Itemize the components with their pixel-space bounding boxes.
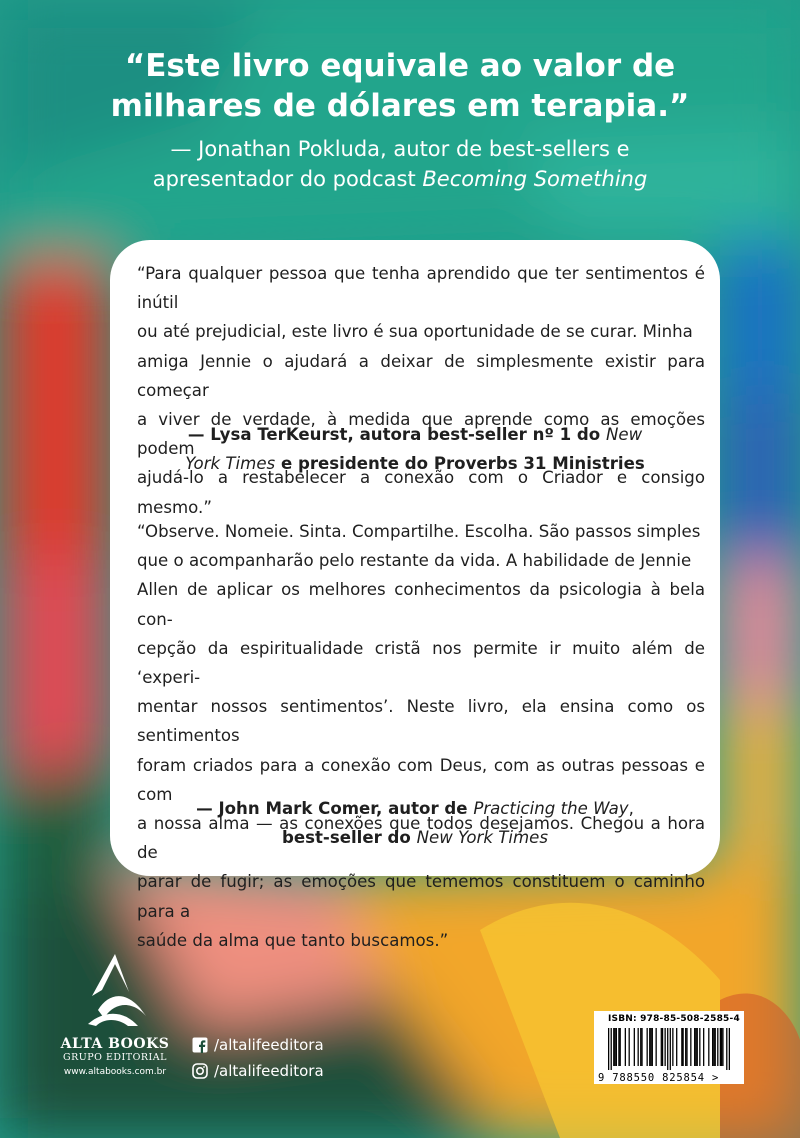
barcode-bar xyxy=(722,1028,723,1066)
barcode-bar xyxy=(667,1028,668,1070)
barcode-bars xyxy=(608,1028,730,1070)
barcode-bar xyxy=(638,1028,639,1066)
barcode-bar xyxy=(690,1028,691,1066)
facebook-icon xyxy=(192,1037,208,1053)
attribution-line: — Jonathan Pokluda, autor de best-sellers e xyxy=(170,137,630,161)
quote-line: a nossa alma — as conexões que todos desejamos. Chegou a hora de xyxy=(137,814,705,863)
featured-quote-text xyxy=(60,46,740,126)
attribution-line xyxy=(60,164,740,194)
attribution-text: best-seller do xyxy=(281,828,417,848)
barcode-bar xyxy=(652,1028,653,1066)
barcode-bar xyxy=(694,1028,695,1066)
publisher-subtitle: GRUPO EDITORIAL xyxy=(63,1052,167,1063)
barcode-bar xyxy=(699,1028,700,1066)
barcode-bar xyxy=(634,1028,635,1066)
barcode-bar xyxy=(672,1028,673,1066)
barcode-bar xyxy=(670,1028,671,1070)
featured-quote xyxy=(60,46,740,194)
barcode-bar xyxy=(729,1028,730,1070)
barcode-bar xyxy=(661,1028,662,1066)
quote-line: ajudá-lo a restabelecer a conexão com o Criador e consigo mesmo.” xyxy=(137,468,705,517)
isbn-barcode xyxy=(594,1011,744,1084)
barcode-bar xyxy=(708,1028,709,1066)
barcode-bar xyxy=(613,1028,614,1066)
barcode-bar xyxy=(697,1028,698,1066)
attribution-line xyxy=(130,823,700,852)
quote-line: que o acompanharão pelo restante da vida. A habilidade de Jennie xyxy=(137,551,692,571)
barcode-bar xyxy=(611,1028,612,1070)
endorsement-attribution-2 xyxy=(130,794,700,852)
attribution-text: e presidente do Proverbs 31 Ministries xyxy=(275,454,645,474)
barcode-bar xyxy=(676,1028,677,1066)
endorsements-card xyxy=(110,240,720,950)
quote-line: a viver de verdade, à medida que aprende como as emoções podem xyxy=(137,410,705,459)
barcode-bar xyxy=(681,1028,682,1066)
featured-quote-attribution xyxy=(60,134,740,194)
attribution-text: apresentador do podcast xyxy=(152,167,423,191)
quote-line: cepção da espiritualidade cristã nos permite ir muito além de ‘experi- xyxy=(137,638,705,688)
barcode-bar xyxy=(685,1028,686,1066)
publication-title: New York Times xyxy=(416,828,548,848)
barcode-bar xyxy=(720,1028,721,1066)
quote-line: parar de fugir; as emoções que tememos constituem o caminho para a xyxy=(137,872,705,921)
publisher-name: ALTA BOOKS xyxy=(60,1036,170,1052)
attribution-line xyxy=(130,449,700,478)
barcode-bar xyxy=(647,1028,648,1066)
quote-line: amiga Jennie o ajudará a deixar de simplesmente existir para começar xyxy=(137,351,705,400)
barcode-bar xyxy=(713,1028,714,1066)
barcode-bar xyxy=(618,1028,619,1066)
barcode-bar xyxy=(703,1028,704,1066)
barcode-bar xyxy=(650,1028,651,1066)
barcode-bar xyxy=(695,1028,696,1066)
barcode-bar xyxy=(726,1028,727,1070)
barcode-bar xyxy=(656,1028,657,1066)
publisher-url: www.altabooks.com.br xyxy=(63,1067,167,1077)
attribution-line xyxy=(130,420,700,449)
attribution-punctuation: , xyxy=(628,799,634,818)
facebook-handle-text: /altalifeeditora xyxy=(214,1036,324,1054)
barcode-bar xyxy=(717,1028,718,1066)
podcast-title: Becoming Something xyxy=(422,167,648,191)
barcode-bar xyxy=(608,1028,609,1070)
attribution-text: — Lysa TerKeurst, autora best-seller nº 1 do xyxy=(187,425,606,444)
barcode-number: 9 788550 825854 > xyxy=(598,1072,720,1084)
barcode-bar xyxy=(649,1028,650,1066)
barcode-bar xyxy=(721,1028,722,1066)
barcode-bar xyxy=(640,1028,641,1066)
quote-line: “Observe. Nomeie. Sinta. Compartilhe. Escolha. São passos simples xyxy=(137,522,701,541)
barcode-bar xyxy=(682,1028,683,1066)
featured-quote-line: milhares de dólares em terapia.” xyxy=(110,88,690,124)
quote-line: “Para qualquer pessoa que tenha aprendido que ter sentimentos é inútil xyxy=(137,264,705,313)
attribution-line xyxy=(130,794,700,823)
book-title: Practicing the Way xyxy=(473,799,629,818)
barcode-bar xyxy=(712,1028,713,1066)
publisher-logo xyxy=(40,950,190,1077)
quote-line: mentar nossos sentimentos’. Neste livro, ela ensina como os sentimentos xyxy=(137,697,705,746)
endorsement-quote-2 xyxy=(137,517,705,955)
quote-line: saúde da alma que tanto buscamos.” xyxy=(137,930,449,950)
quote-line: foram criados para a conexão com Deus, com as outras pessoas e com xyxy=(137,755,705,804)
isbn-label: ISBN: 978-85-508-2585-4 xyxy=(608,1014,740,1024)
quote-line: ou até prejudicial, este livro é sua oportunidade de se curar. Minha xyxy=(137,322,693,342)
barcode-bar xyxy=(715,1028,716,1066)
alta-books-logo-icon xyxy=(80,950,150,1030)
barcode-bar xyxy=(662,1028,663,1066)
instagram-handle-text: /altalifeeditora xyxy=(214,1062,324,1080)
barcode-bar xyxy=(686,1028,687,1066)
barcode-bar xyxy=(629,1028,630,1066)
featured-quote-line: “Este livro equivale ao valor de xyxy=(124,48,676,84)
endorsement-attribution-1 xyxy=(130,420,700,478)
barcode-bar xyxy=(620,1028,621,1066)
quote-line: Allen de aplicar os melhores conhecimentos da psicologia à bela con- xyxy=(137,580,705,629)
barcode-bar xyxy=(625,1028,626,1066)
publication-title: New xyxy=(605,425,643,444)
facebook-handle[interactable] xyxy=(192,1036,324,1054)
instagram-handle[interactable] xyxy=(192,1062,324,1080)
barcode-bar xyxy=(641,1028,642,1066)
barcode-bar xyxy=(616,1028,617,1066)
instagram-icon xyxy=(192,1063,208,1079)
publication-title: York Times xyxy=(185,454,276,474)
barcode-bar xyxy=(614,1028,615,1066)
endorsement-quote-1 xyxy=(137,259,705,522)
attribution-text: — John Mark Comer, autor de xyxy=(196,799,474,818)
barcode-bar xyxy=(665,1028,666,1066)
